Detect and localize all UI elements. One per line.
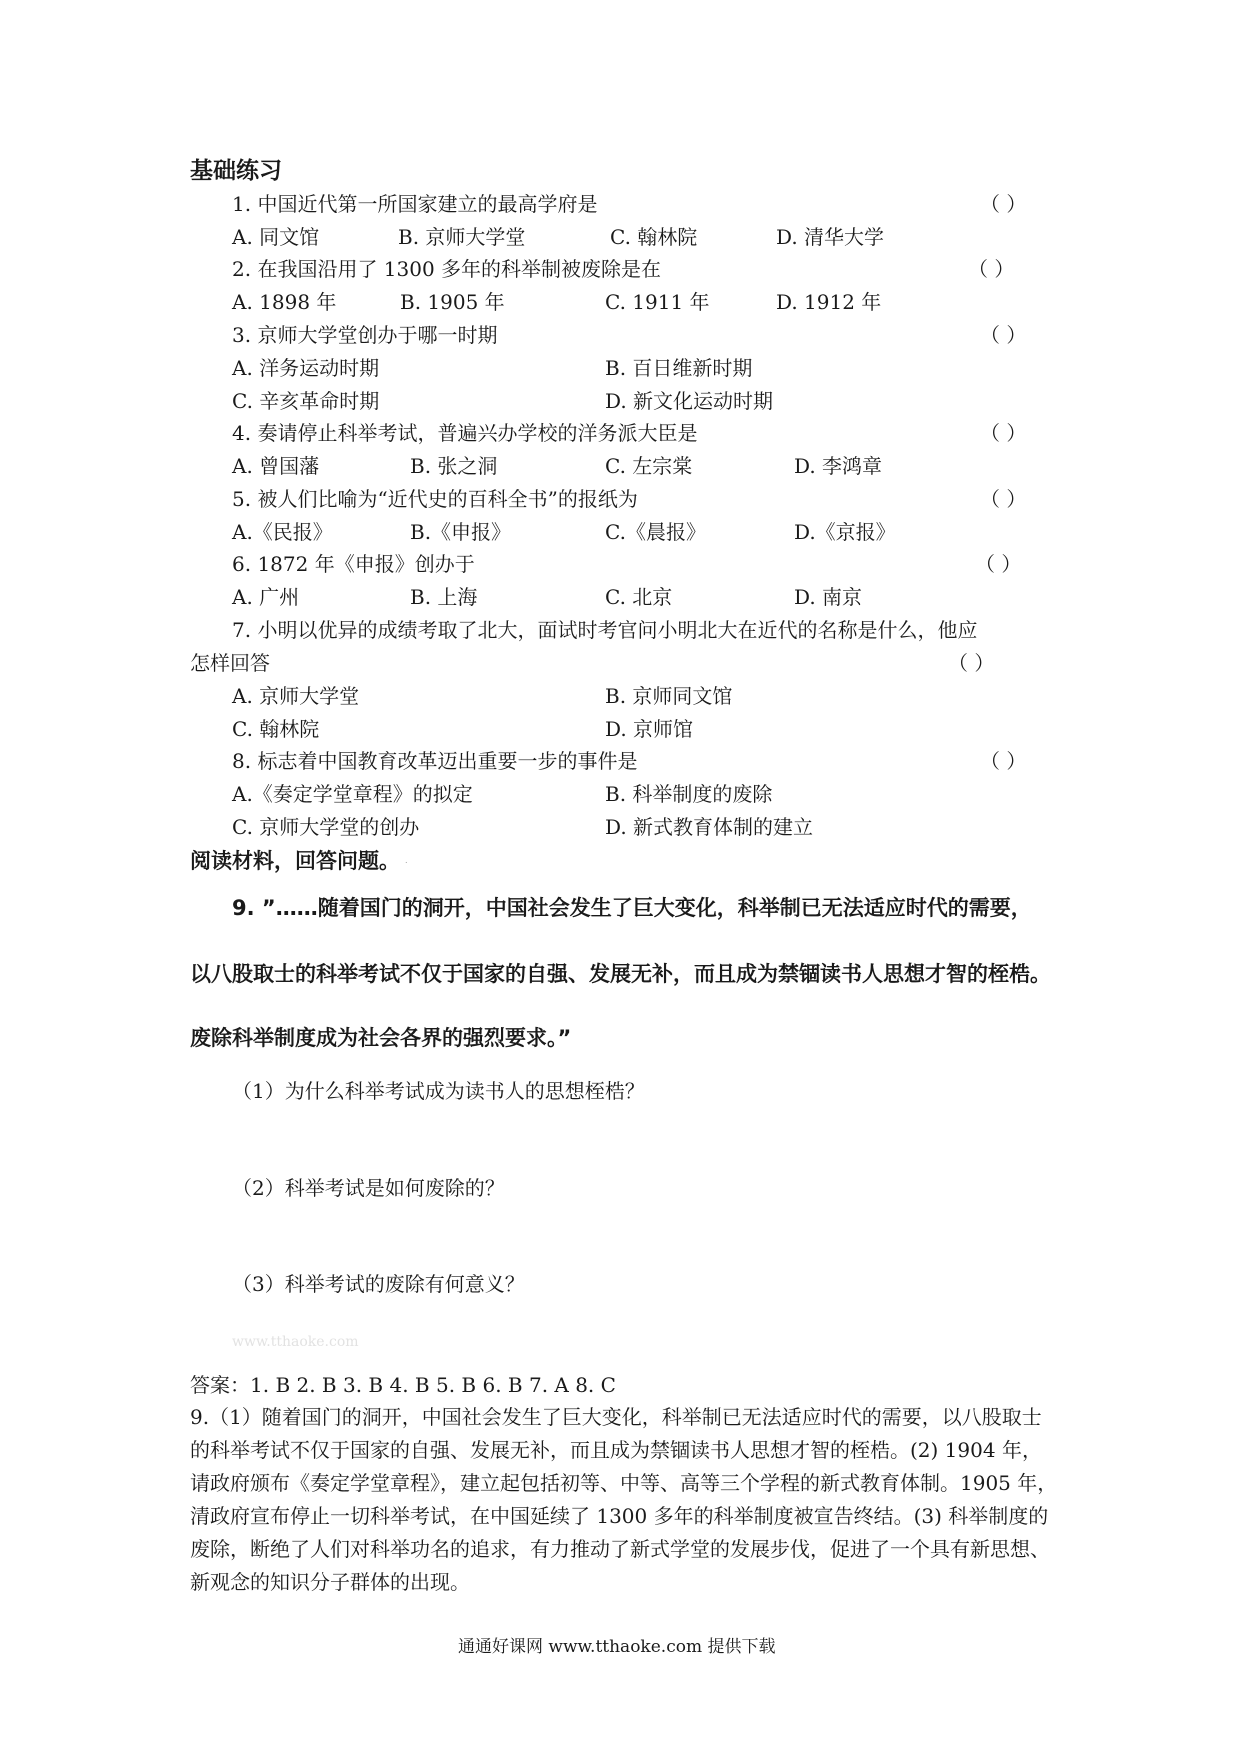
question-3-answer-blank: （ ） xyxy=(980,323,1027,347)
material-line-1: 9. ”……随着国门的洞开，中国社会发生了巨大变化，科举制已无法适应时代的需要， xyxy=(232,896,1032,920)
question-2-answer-blank: （ ） xyxy=(968,257,1015,281)
stray-mark: . xyxy=(405,856,408,865)
question-2-option-b: B. 1905 年 xyxy=(400,290,505,314)
question-6-option-a: A. 广州 xyxy=(232,585,300,609)
question-8-answer-blank: （ ） xyxy=(980,749,1027,773)
question-6-option-b: B. 上海 xyxy=(410,585,478,609)
question-1-option-a: A. 同文馆 xyxy=(232,225,320,249)
question-8-option-d: D. 新式教育体制的建立 xyxy=(605,815,814,839)
material-line-3: 废除科举制度成为社会各界的强烈要求。” xyxy=(190,1026,572,1050)
question-4-option-a: A. 曾国藩 xyxy=(232,454,320,478)
question-4-stem: 4. 奏请停止科举考试，普遍兴办学校的洋务派大臣是 xyxy=(232,421,698,445)
question-7-stem: 7. 小明以优异的成绩考取了北大，面试时考官问小明北大在近代的名称是什么，他应 xyxy=(232,618,978,642)
question-3-stem: 3. 京师大学堂创办于哪一时期 xyxy=(232,323,498,347)
question-5-answer-blank: （ ） xyxy=(980,487,1027,511)
question-8-stem: 8. 标志着中国教育改革迈出重要一步的事件是 xyxy=(232,749,638,773)
question-6-option-c: C. 北京 xyxy=(605,585,673,609)
question-1-stem: 1. 中国近代第一所国家建立的最高学府是 xyxy=(232,192,598,216)
question-2-option-a: A. 1898 年 xyxy=(232,290,337,314)
sub-question-2: （2）科举考试是如何废除的？ xyxy=(232,1176,505,1200)
question-7-answer-blank: （ ） xyxy=(948,651,995,675)
question-2-option-c: C. 1911 年 xyxy=(605,290,710,314)
question-5-stem: 5. 被人们比喻为“近代史的百科全书”的报纸为 xyxy=(232,487,638,511)
section-title-basic: 基础练习 xyxy=(190,158,282,184)
question-8-option-a: A.《奏定学堂章程》的拟定 xyxy=(232,782,473,806)
question-2-option-d: D. 1912 年 xyxy=(776,290,882,314)
faint-watermark: www.tthaoke.com xyxy=(232,1334,359,1350)
question-3-option-d: D. 新文化运动时期 xyxy=(605,389,774,413)
sub-question-3: （3）科举考试的废除有何意义？ xyxy=(232,1272,525,1296)
question-3-option-b: B. 百日维新时期 xyxy=(605,356,753,380)
sub-question-1: （1）为什么科举考试成为读书人的思想桎梏？ xyxy=(232,1079,645,1103)
question-2-stem: 2. 在我国沿用了 1300 多年的科举制被废除是在 xyxy=(232,257,662,281)
question-7-option-d: D. 京师馆 xyxy=(605,717,694,741)
section-title-reading: 阅读材料，回答问题。 xyxy=(190,849,400,873)
question-7-stem-continued: 怎样回答 xyxy=(190,651,270,675)
question-1-option-c: C. 翰林院 xyxy=(610,225,698,249)
question-5-option-a: A.《民报》 xyxy=(232,520,333,544)
question-5-option-b: B.《申报》 xyxy=(410,520,512,544)
question-7-option-b: B. 京师同文馆 xyxy=(605,684,733,708)
question-4-answer-blank: （ ） xyxy=(980,421,1027,445)
answer-key-line: 答案：1. B 2. B 3. B 4. B 5. B 6. B 7. A 8. C xyxy=(190,1373,616,1397)
question-1-answer-blank: （ ） xyxy=(980,192,1027,216)
question-6-option-d: D. 南京 xyxy=(794,585,863,609)
question-4-option-d: D. 李鸿章 xyxy=(794,454,883,478)
question-8-option-b: B. 科举制度的废除 xyxy=(605,782,773,806)
question-7-option-a: A. 京师大学堂 xyxy=(232,684,360,708)
question-4-option-c: C. 左宗棠 xyxy=(605,454,693,478)
question-8-option-c: C. 京师大学堂的创办 xyxy=(232,815,420,839)
question-5-option-c: C.《晨报》 xyxy=(605,520,706,544)
answer-explanation: 9.（1）随着国门的洞开，中国社会发生了巨大变化，科举制已无法适应时代的需要，以八股取士的科举考试不仅于国家的自强、发展无补，而且成为禁锢读书人思想才智的桎梏。(2) 1904 年，请政府颁布《奏定学堂章程》，建立起包括初等、中等、高等三个学程的新式教育体制。1905 年，清政府宣布停止一切科举考试，在中国延续了 1300 多年的科举制度被宣告终结。(3) 科举制度的废除，断绝了人们对科举功名的追求，有力推动了新式学堂的发展步伐，促进了一个具有新思想、新观念的知识分子群体的出现。 xyxy=(190,1405,1058,1594)
question-6-stem: 6. 1872 年《申报》创办于 xyxy=(232,552,475,576)
question-5-option-d: D.《京报》 xyxy=(794,520,896,544)
question-1-option-b: B. 京师大学堂 xyxy=(398,225,526,249)
question-3-option-a: A. 洋务运动时期 xyxy=(232,356,380,380)
question-3-option-c: C. 辛亥革命时期 xyxy=(232,389,380,413)
material-line-2: 以八股取士的科举考试不仅于国家的自强、发展无补，而且成为禁锢读书人思想才智的桎梏。 xyxy=(190,962,1051,986)
question-4-option-b: B. 张之洞 xyxy=(410,454,498,478)
page-footer: 通通好课网 www.tthaoke.com 提供下载 xyxy=(458,1637,776,1657)
question-1-option-d: D. 清华大学 xyxy=(776,225,885,249)
question-7-option-c: C. 翰林院 xyxy=(232,717,320,741)
question-6-answer-blank: （ ） xyxy=(975,552,1022,576)
